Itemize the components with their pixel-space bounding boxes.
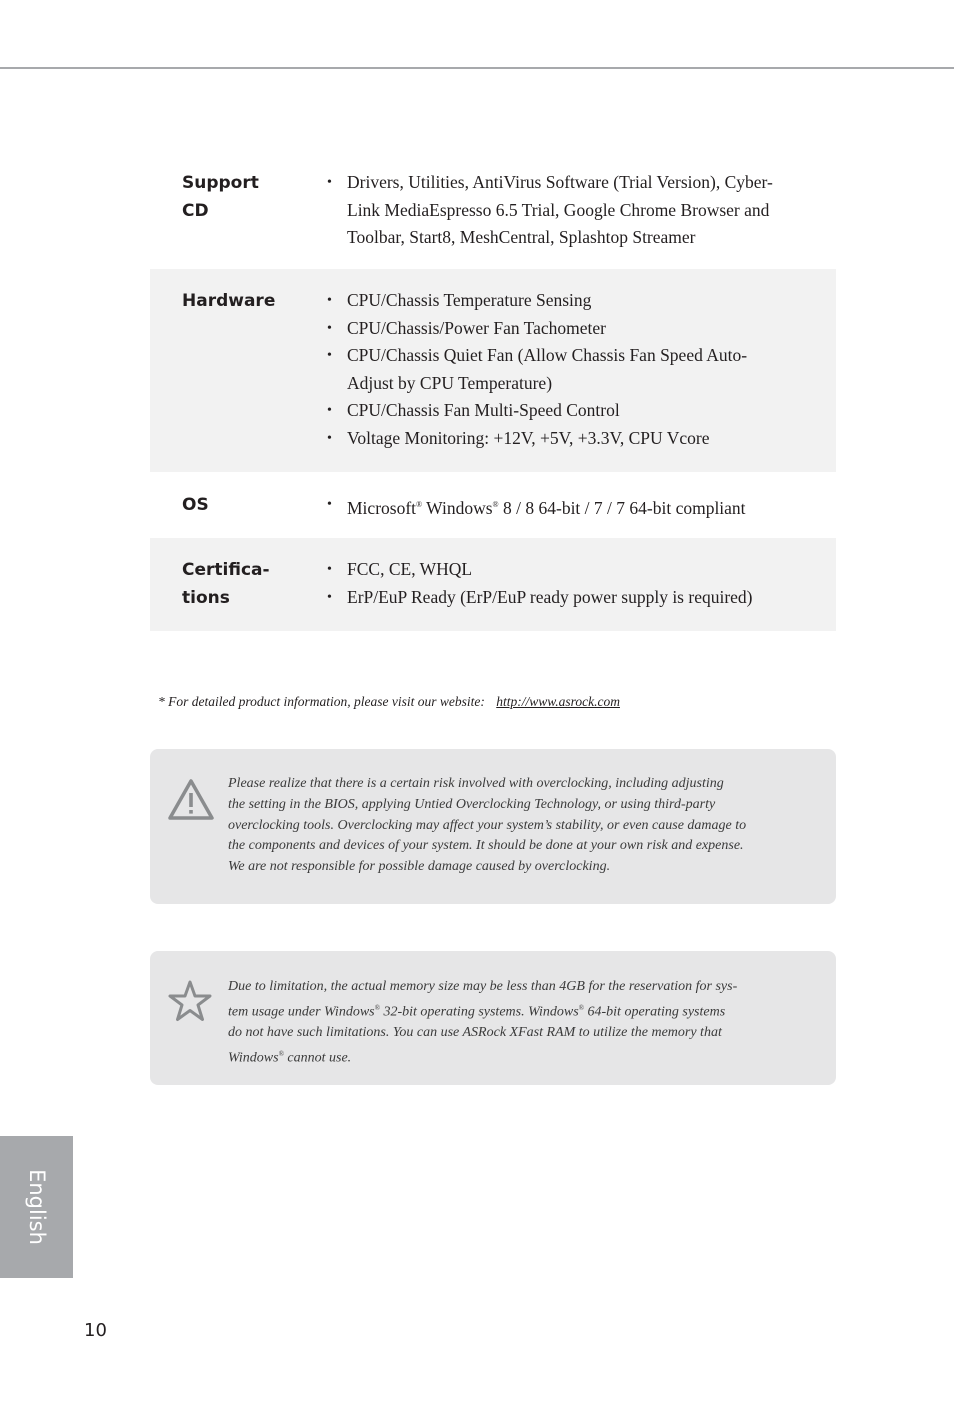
spec-row-os (150, 472, 836, 538)
spec-label-os: OS (182, 495, 209, 515)
header-rule (0, 67, 954, 69)
spec-item: • Voltage Monitoring: +12V, +5V, +3.3V, CPU Vcore (327, 425, 836, 453)
spec-row-support-cd (150, 160, 836, 269)
footnote (158, 694, 620, 710)
spec-item: • CPU/Chassis Quiet Fan (Allow Chassis Fan Speed Auto- Adjust by CPU Temperature) (327, 342, 836, 397)
star-outline-icon (167, 980, 213, 1022)
footnote-text: * For detailed product information, please visit our website: (158, 694, 485, 709)
spec-row-hardware (150, 269, 836, 472)
spec-items-certifications (327, 556, 836, 631)
spec-item: • CPU/Chassis Temperature Sensing (327, 287, 836, 315)
page-number: 10 (84, 1320, 107, 1341)
website-link[interactable]: http://www.asrock.com (496, 694, 620, 709)
memory-limitation-notice (150, 951, 836, 1085)
spec-items-os (327, 491, 836, 538)
spec-label-hardware: Hardware (182, 291, 276, 311)
spec-label-certifications: Certifica- tions (182, 560, 270, 608)
memory-notice-text: Due to limitation, the actual memory size may be less than 4GB for the reservation for sys- tem usage under Windows® 32-bit operating systems. Windows® 64-bit operating systems do not have such limitations. You can use ASRock XFast RAM to utilize the memory that Windows® cannot use. (228, 979, 738, 1066)
warning-notice-text: Please realize that there is a certain risk involved with overclocking, including adjusting the setting in the BIOS, applying Untied Overclocking Technology, or using third-party overclocking tools. Overclocking may affect your system’s stability, or even cause damage to the components and devices of your system. It should be done at your own risk and expense. We are not responsible for possible damage caused by overclocking. (228, 776, 747, 875)
warning-triangle-icon (167, 777, 215, 821)
overclocking-warning-notice (150, 749, 836, 904)
spec-item: • FCC, CE, WHQL (327, 556, 836, 584)
spec-table (150, 160, 836, 631)
language-tab (0, 1136, 73, 1278)
spec-item: • CPU/Chassis Fan Multi-Speed Control (327, 397, 836, 425)
spec-item: • Drivers, Utilities, AntiVirus Software (Trial Version), Cyber- Link MediaEspresso 6.5 Trial, Google Chrome Browser and Toolbar, Start8, MeshCentral, Splashtop Streamer (327, 169, 836, 252)
spec-label-support-cd: Support CD (182, 173, 259, 221)
language-tab-label: English (24, 1169, 49, 1245)
spec-item: • ErP/EuP Ready (ErP/EuP ready power supply is required) (327, 584, 836, 612)
spec-item: • CPU/Chassis/Power Fan Tachometer (327, 315, 836, 343)
spec-items-hardware (327, 287, 836, 472)
spec-items-support-cd (327, 169, 836, 269)
spec-item: • Microsoft® Windows® 8 / 8 64-bit / 7 / 7 64-bit compliant (327, 491, 836, 522)
spec-row-certifications (150, 538, 836, 631)
